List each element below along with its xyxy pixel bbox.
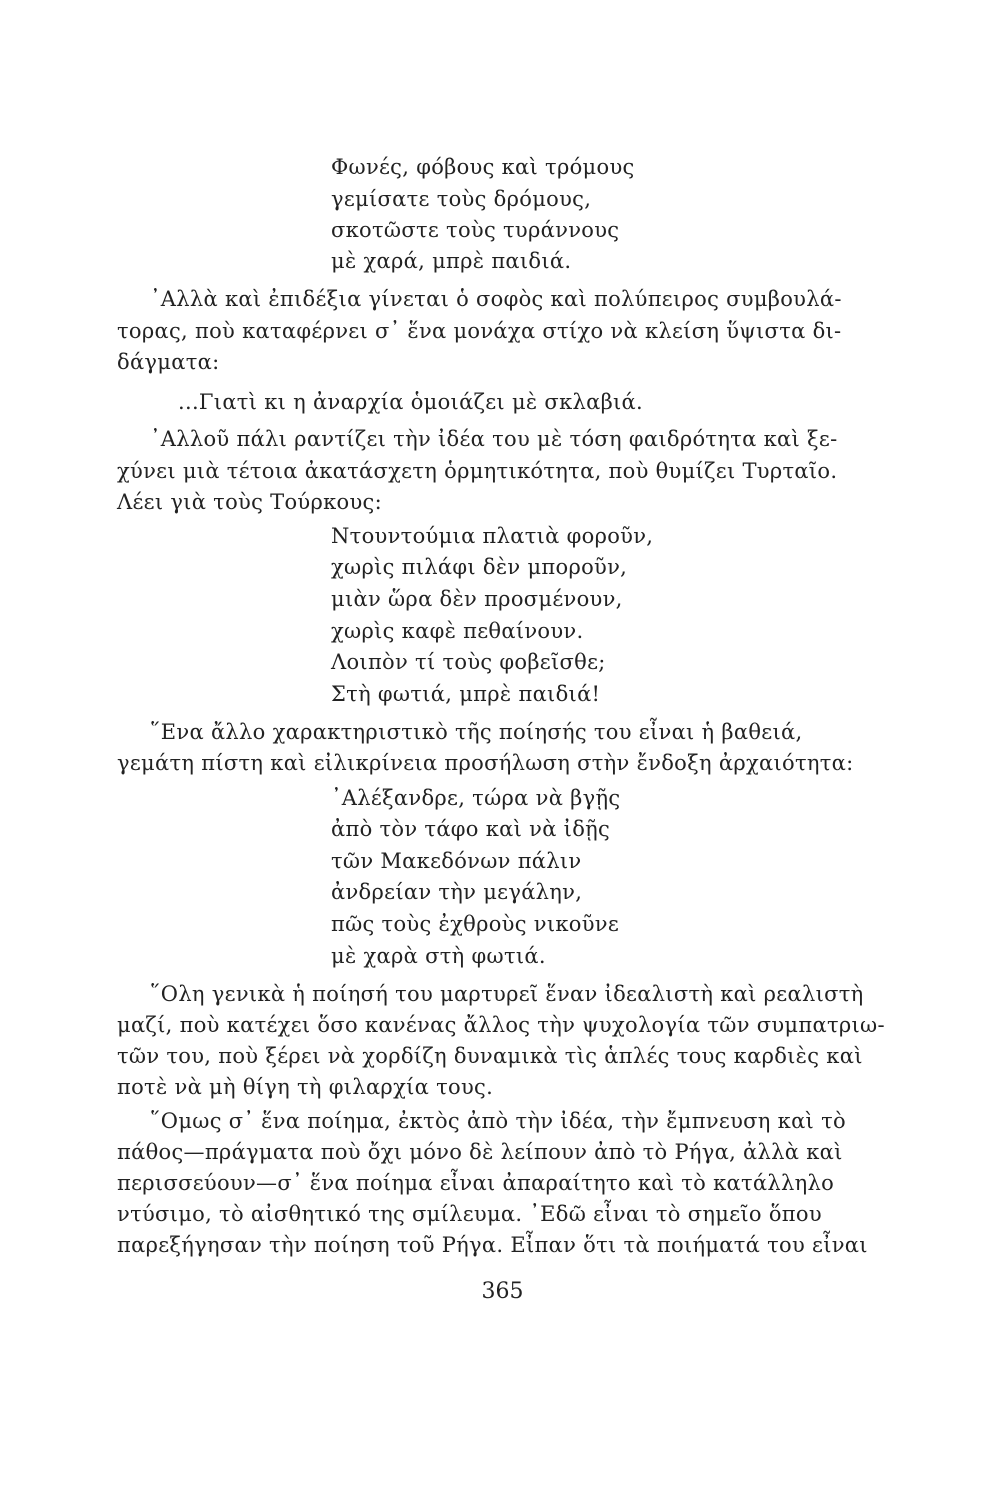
prose-line: τῶν του, ποὺ ξέρει νὰ χορδίζη δυναμικὰ τὶς ἁπλές τους καρδιὲς καὶ: [117, 1044, 863, 1068]
verse-line: Ντουντούμια πλατιὰ φοροῦν,: [331, 524, 654, 548]
prose-line: ῞Ενα ἄλλο χαρακτηριστικὸ τῆς ποίησής του εἶναι ἡ βαθειά,: [150, 720, 803, 744]
prose-line: ποτὲ νὰ μὴ θίγη τὴ φιλαρχία τους.: [117, 1075, 494, 1099]
prose-line: ᾿Αλλοῦ πάλι ραντίζει τὴν ἰδέα του μὲ τόση φαιδρότητα καὶ ξε-: [150, 427, 838, 451]
prose-line: τορας, ποὺ καταφέρνει σ᾿ ἕνα μονάχα στίχο νὰ κλείση ὕψιστα δι-: [117, 319, 842, 343]
prose-line: παρεξήγησαν τὴν ποίηση τοῦ Ρήγα. Εἶπαν ὅτι τὰ ποιήματά του εἶναι: [117, 1233, 868, 1257]
prose-line: δάγματα:: [117, 350, 220, 374]
prose-line: περισσεύουν—σ᾿ ἕνα ποίημα εἶναι ἀπαραίτητο καὶ τὸ κατάλληλο: [117, 1171, 835, 1195]
verse-line: τῶν Μακεδόνων πάλιν: [331, 849, 582, 873]
prose-line: ῞Ομως σ᾿ ἕνα ποίημα, ἐκτὸς ἀπὸ τὴν ἰδέα, τὴν ἔμπνευση καὶ τὸ: [150, 1109, 846, 1133]
verse-line: Φωνές, φόβους καὶ τρόμους: [331, 155, 635, 179]
prose-line: Λέει γιὰ τοὺς Τούρκους:: [117, 490, 382, 514]
verse-line: γεμίσατε τοὺς δρόμους,: [331, 187, 592, 211]
verse-line: σκοτῶστε τοὺς τυράννους: [331, 218, 620, 242]
verse-line: μὲ χαρὰ στὴ φωτιά.: [331, 944, 546, 968]
verse-line: Στὴ φωτιά, μπρὲ παιδιά!: [331, 682, 601, 706]
quote-line: ...Γιατὶ κι η ἀναρχία ὁμοιάζει μὲ σκλαβιά.: [178, 390, 644, 414]
verse-line: ᾿Αλέξανδρε, τώρα νὰ βγῇς: [331, 786, 621, 810]
verse-line: μιὰν ὥρα δὲν προσμένουν,: [331, 587, 623, 611]
verse-line: ἀπὸ τὸν τάφο καὶ νὰ ἰδῇς: [331, 817, 611, 841]
prose-line: ᾿Αλλὰ καὶ ἐπιδέξια γίνεται ὁ σοφὸς καὶ πολύπειρος συμβουλά-: [150, 287, 842, 311]
verse-line: χωρὶς καφὲ πεθαίνουν.: [331, 619, 584, 643]
verse-line: πῶς τοὺς ἐχθροὺς νικοῦνε: [331, 912, 620, 936]
prose-line: ῞Ολη γενικὰ ἡ ποίησή του μαρτυρεῖ ἕναν ἰδεαλιστὴ καὶ ρεαλιστὴ: [150, 982, 864, 1006]
prose-line: πάθος—πράγματα ποὺ ὄχι μόνο δὲ λείπουν ἀπὸ τὸ Ρήγα, ἀλλὰ καὶ: [117, 1140, 843, 1164]
prose-line: χύνει μιὰ τέτοια ἀκατάσχετη ὁρμητικότητα, ποὺ θυμίζει Τυρταῖο.: [117, 459, 838, 483]
verse-line: Λοιπὸν τί τοὺς φοβεῖσθε;: [331, 650, 606, 674]
page-number: 365: [481, 1279, 524, 1304]
verse-line: ἀνδρείαν τὴν μεγάλην,: [331, 880, 583, 904]
prose-line: γεμάτη πίστη καὶ εἰλικρίνεια προσήλωση στὴν ἔνδοξη ἀρχαιότητα:: [117, 751, 854, 775]
verse-line: μὲ χαρά, μπρὲ παιδιά.: [331, 249, 572, 273]
verse-line: χωρὶς πιλάφι δὲν μποροῦν,: [331, 555, 628, 579]
prose-line: μαζί, ποὺ κατέχει ὅσο κανένας ἄλλος τὴν ψυχολογία τῶν συμπατριω-: [117, 1013, 885, 1037]
prose-line: ντύσιμο, τὸ αἰσθητικό της σμίλευμα. ᾿Εδῶ εἶναι τὸ σημεῖο ὅπου: [117, 1202, 822, 1226]
